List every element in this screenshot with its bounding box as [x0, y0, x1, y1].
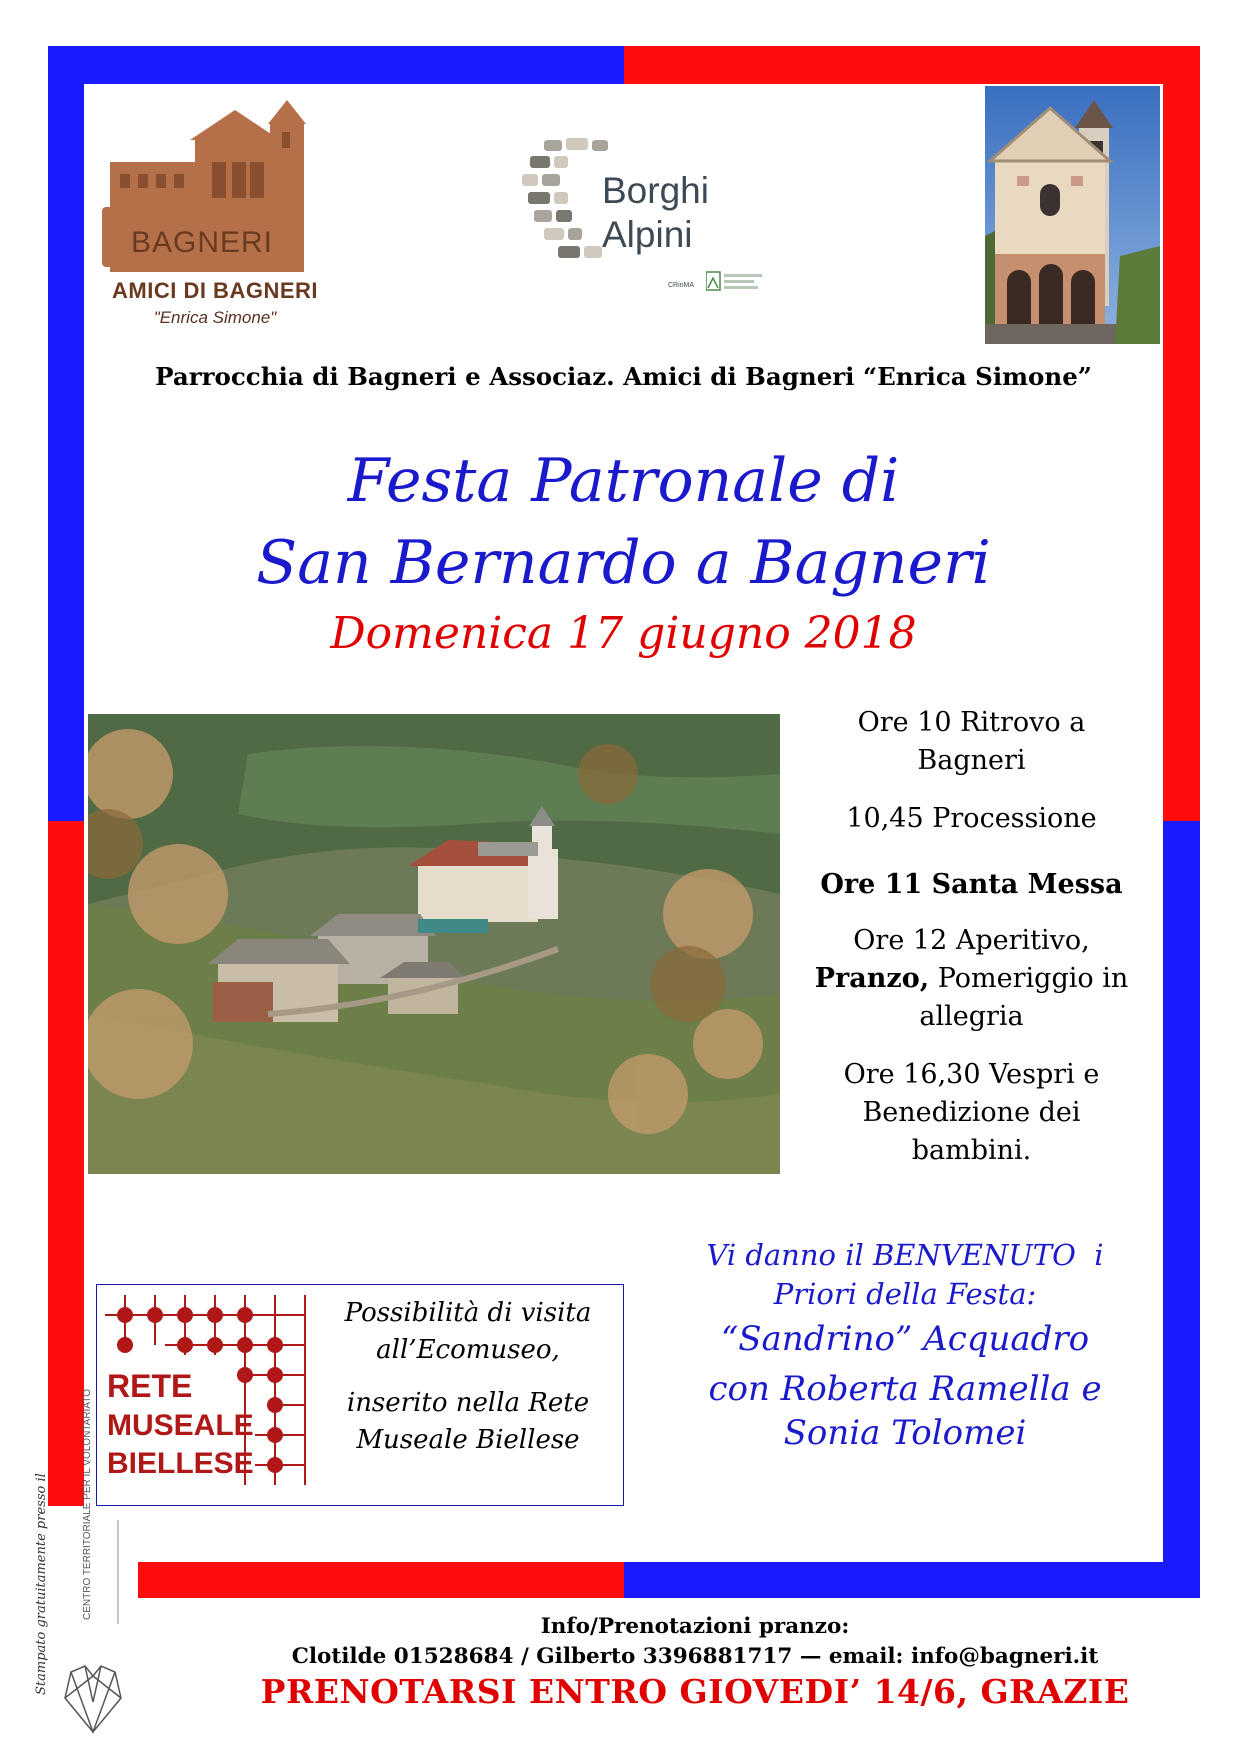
rete-line3: BIELLESE	[107, 1447, 254, 1480]
schedule-line: Benedizione dei	[862, 1097, 1081, 1128]
frame-left-red	[48, 821, 84, 1506]
event-date: Domenica 17 giugno 2018	[330, 608, 917, 659]
schedule-bold-word: Pranzo,	[814, 963, 930, 994]
schedule-line	[780, 960, 1163, 998]
stone-wall-icon	[520, 130, 610, 300]
booking-deadline: PRENOTARSI ENTRO GIOVEDI’ 14/6, GRAZIE	[260, 1672, 1130, 1711]
borghi-logo-line2: Alpini	[602, 214, 693, 255]
schedule-line: Ore 12 Aperitivo,	[853, 925, 1090, 956]
bagneri-sign-text: BAGNERI	[130, 226, 274, 259]
ecomuseo-line: all’Ecomuseo,	[376, 1335, 560, 1365]
ecomuseo-box	[96, 1284, 624, 1506]
crinma-mark: CRinMA	[668, 282, 695, 289]
frame-right-blue	[1163, 821, 1200, 1598]
partner-mark-icon	[706, 270, 766, 296]
schedule-line: Ore 16,30 Vespri e	[843, 1059, 1100, 1090]
info-title: Info/Prenotazioni pranzo:	[540, 1614, 850, 1639]
schedule-line: Ore 10 Ritrovo a	[857, 707, 1086, 738]
bagneri-logo-subtitle: "Enrica Simone"	[153, 308, 277, 327]
frame-right-red	[1163, 46, 1200, 821]
welcome-priori	[650, 1236, 1160, 1458]
church-photo	[985, 86, 1160, 344]
heart-network-icon	[58, 1512, 128, 1742]
frame-bottom-red	[138, 1562, 624, 1598]
church-building-icon	[100, 92, 330, 277]
ecomuseo-line: Possibilità di visita	[344, 1298, 592, 1328]
event-title-line2: San Bernardo a Bagneri	[256, 528, 991, 598]
frame-top-blue	[48, 46, 624, 84]
rete-line2: MUSEALE	[107, 1409, 254, 1442]
schedule-item-messa: Ore 11 Santa Messa	[820, 869, 1123, 900]
frame-bottom-blue	[624, 1562, 1200, 1598]
welcome-line: Vi danno il BENVENUTO i	[706, 1238, 1104, 1272]
schedule-item-vespri	[780, 1056, 1163, 1170]
ecomuseo-line: Museale Biellese	[356, 1425, 580, 1455]
ecomuseo-text	[313, 1295, 623, 1459]
event-title-line1: Festa Patronale di	[347, 446, 900, 516]
schedule-line: bambini.	[911, 1135, 1032, 1166]
bagneri-logo-name: AMICI DI BAGNERI	[112, 278, 318, 303]
printing-credit: Stampato gratuitamente presso il	[34, 1473, 49, 1695]
frame-left-blue	[48, 46, 84, 821]
ctv-text: CENTRO TERRITORIALE PER IL VOLONTARIATO	[82, 1389, 93, 1620]
rete-line1: RETE	[107, 1368, 193, 1404]
welcome-line: Priori della Festa:	[773, 1277, 1037, 1311]
schedule-item-pranzo	[780, 922, 1163, 1036]
schedule-item-processione: 10,45 Processione	[846, 803, 1097, 834]
frame-top-red	[624, 46, 1200, 84]
amici-di-bagneri-logo	[100, 92, 330, 342]
rete-museale-biellese-logo	[105, 1295, 315, 1495]
schedule-line-rest: Pomeriggio in	[929, 963, 1129, 994]
organizer-line: Parrocchia di Bagneri e Associaz. Amici di Bagneri “Enrica Simone”	[155, 362, 1092, 391]
schedule-line: allegria	[919, 1001, 1024, 1032]
borghi-logo-line1: Borghi	[602, 170, 709, 211]
schedule-item-ritrovo	[780, 704, 1163, 780]
priore-name: con Roberta Ramella e	[708, 1369, 1102, 1409]
priore-name: Sonia Tolomei	[783, 1413, 1027, 1453]
schedule-line: Bagneri	[917, 745, 1026, 776]
priore-name: “Sandrino” Acquadro	[720, 1319, 1090, 1359]
village-photo	[88, 714, 780, 1174]
contact-info: Clotilde 01528684 / Gilberto 3396881717 — email: info@bagneri.it	[291, 1644, 1099, 1669]
ecomuseo-line: inserito nella Rete	[346, 1388, 590, 1418]
borghi-alpini-logo	[520, 130, 790, 300]
